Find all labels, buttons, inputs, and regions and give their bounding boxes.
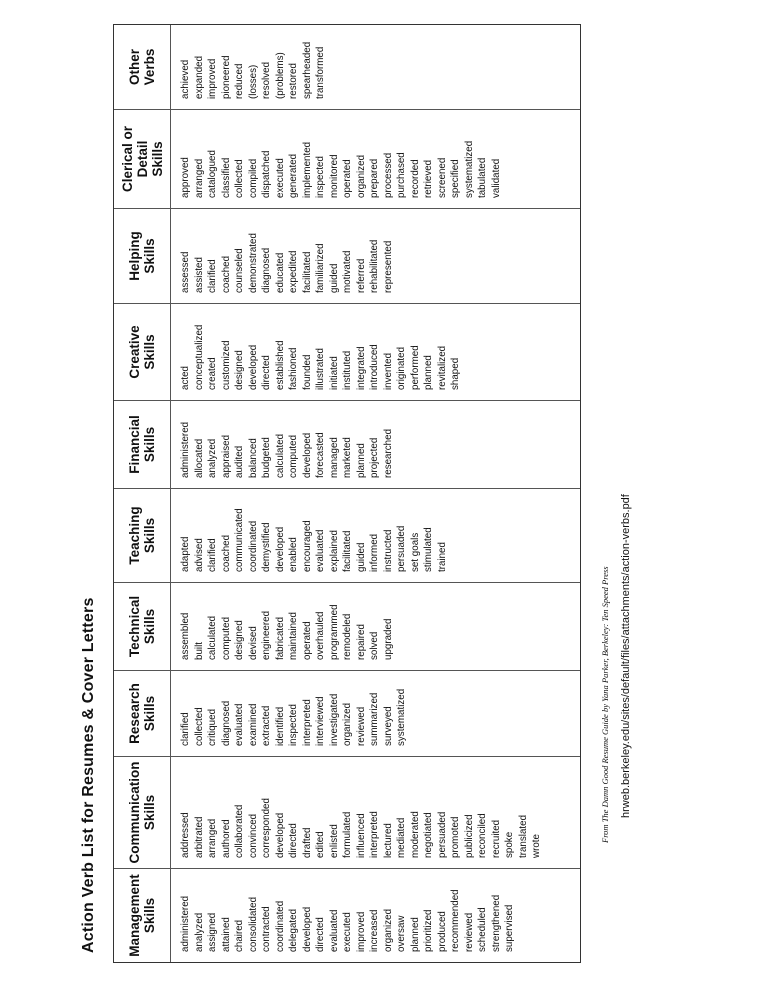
verb-item: edited	[315, 831, 326, 858]
verb-item: produced	[436, 911, 448, 952]
verb-item: computed	[288, 434, 299, 478]
verb-item: facilitated	[342, 530, 353, 572]
verb-item: trained	[436, 542, 448, 572]
verb-item: revitalized	[436, 345, 448, 390]
verb-item: repaired	[355, 624, 367, 660]
verb-item: developed	[301, 432, 313, 478]
verb-item: evaluated	[234, 703, 245, 746]
verb-item: operated	[342, 159, 353, 198]
verb-item: built	[193, 642, 205, 660]
verb-item: inspected	[288, 704, 299, 746]
verb-item: interviewed	[315, 696, 326, 746]
verb-item: inspected	[315, 156, 326, 198]
verb-item: persuaded	[436, 811, 448, 858]
verb-item: collected	[234, 159, 245, 198]
verb-item: demystified	[261, 522, 272, 572]
verb-item: classified	[220, 157, 232, 198]
verb-item: overhauled	[315, 611, 326, 660]
verb-item: established	[274, 340, 286, 390]
verb-item: implemented	[301, 141, 313, 198]
column-communication	[114, 756, 580, 868]
verb-item: systematized	[463, 140, 475, 198]
verb-list	[179, 583, 395, 660]
verb-item: spoke	[504, 831, 515, 858]
verb-item: extracted	[261, 705, 272, 746]
verb-item: clarified	[207, 538, 218, 572]
column-creative	[114, 303, 580, 400]
verb-item: rehabilitated	[369, 239, 380, 293]
verb-item: communicated	[234, 508, 245, 572]
verb-item: forecasted	[315, 432, 326, 478]
verb-item: informed	[369, 533, 380, 572]
verb-item: attained	[220, 917, 232, 952]
verb-item: encouraged	[301, 520, 313, 572]
verb-item: introduced	[369, 344, 380, 390]
verb-item: examined	[247, 703, 259, 746]
column-header: Clerical or Detail Skills	[114, 110, 171, 208]
verb-item: identified	[274, 706, 286, 746]
verb-item: marketed	[342, 437, 353, 478]
verb-item: directed	[288, 823, 299, 858]
verb-item: scheduled	[477, 907, 488, 952]
column-technical	[114, 582, 580, 670]
column-clerical	[114, 109, 580, 208]
verb-item: designed	[234, 350, 245, 390]
column-other	[114, 25, 580, 109]
verb-item: customized	[220, 340, 232, 390]
verb-item: researched	[382, 428, 394, 478]
verb-list	[179, 757, 544, 858]
verb-item: planned	[409, 917, 421, 952]
verb-item: executed	[274, 158, 286, 198]
verb-item: reduced	[234, 63, 245, 99]
verb-item: directed	[261, 355, 272, 390]
verb-item: appraised	[220, 434, 232, 478]
verb-item: instructed	[382, 529, 394, 572]
verb-item: maintained	[288, 612, 299, 660]
column-header: Communication Skills	[114, 757, 171, 868]
verb-item: counseled	[234, 248, 245, 293]
verb-item: recruited	[490, 819, 502, 858]
verb-item: illustrated	[315, 348, 326, 390]
verb-item: advised	[193, 538, 205, 572]
verb-item: set goals	[409, 532, 421, 572]
verb-item: (problems)	[274, 52, 286, 99]
verb-item: collaborated	[234, 804, 245, 858]
verb-item: clarified	[207, 259, 218, 293]
verb-item: publicized	[463, 814, 475, 858]
verb-item: engineered	[261, 610, 272, 660]
verb-item: shaped	[450, 357, 461, 390]
verb-list	[179, 489, 449, 572]
verb-item: investigated	[328, 693, 340, 746]
verb-item: authored	[220, 819, 232, 858]
verb-item: audited	[234, 445, 245, 478]
verb-list	[179, 110, 503, 198]
verb-item: adapted	[180, 536, 191, 572]
verb-item: clarified	[180, 712, 191, 746]
verb-item: organized	[342, 702, 353, 746]
verb-item: originated	[396, 346, 407, 390]
verb-item: persuaded	[396, 525, 407, 572]
verb-item: developed	[247, 344, 259, 390]
verb-item: summarized	[369, 692, 380, 746]
verb-item: fabricated	[274, 616, 286, 660]
verb-item: represented	[382, 240, 394, 293]
verb-item: screened	[436, 157, 448, 198]
verb-item: reconciled	[477, 813, 488, 858]
column-research	[114, 670, 580, 756]
verb-item: chaired	[234, 919, 245, 952]
verb-item: corresponded	[261, 798, 272, 858]
verb-item: performed	[409, 345, 421, 390]
verb-item: prioritized	[423, 909, 434, 952]
verb-list	[179, 671, 409, 746]
source-url: hrweb.berkeley.edu/sites/default/files/attachments/action-verbs.pdf	[620, 494, 632, 818]
verb-list	[179, 304, 463, 390]
column-header: Helping Skills	[114, 209, 171, 303]
verb-item: validated	[490, 158, 502, 198]
column-teaching	[114, 488, 580, 582]
verb-item: spearheaded	[301, 41, 313, 99]
column-header: Research Skills	[114, 671, 171, 756]
verb-item: assisted	[193, 257, 205, 293]
verb-item: systematized	[396, 688, 407, 746]
verb-item: analyzed	[193, 912, 205, 952]
verb-item: wrote	[531, 834, 542, 858]
column-header: Teaching Skills	[114, 489, 171, 582]
verb-item: arranged	[207, 818, 218, 858]
verb-item: assigned	[207, 912, 218, 952]
column-helping	[114, 208, 580, 303]
verb-item: interpreted	[369, 811, 380, 858]
verb-item: initiated	[328, 356, 340, 390]
verb-item: improved	[355, 911, 367, 952]
verb-item: resolved	[261, 61, 272, 99]
verb-item: facilitated	[301, 251, 313, 293]
verb-item: stimulated	[423, 527, 434, 572]
column-header: Management Skills	[114, 869, 171, 962]
verb-item: formulated	[342, 811, 353, 858]
verb-item: executed	[342, 912, 353, 952]
verb-item: acted	[180, 366, 191, 390]
verb-item: interpreted	[301, 699, 313, 746]
verb-item: balanced	[247, 438, 259, 478]
verb-item: familiarized	[315, 243, 326, 293]
verb-item: planned	[355, 443, 367, 478]
verb-item: prepared	[369, 158, 380, 198]
verb-item: evaluated	[315, 529, 326, 572]
verb-item: planned	[423, 355, 434, 390]
verb-item: coordinated	[247, 520, 259, 572]
verb-item: instituted	[342, 350, 353, 390]
verb-list	[179, 25, 328, 99]
verb-item: evaluated	[328, 909, 340, 952]
verb-item: dispatched	[261, 150, 272, 198]
verb-list	[179, 209, 395, 293]
verb-item: recommended	[450, 889, 461, 952]
verb-item: catalogued	[207, 150, 218, 198]
verb-item: assembled	[180, 612, 191, 660]
verb-item: explained	[328, 530, 340, 572]
column-header: Technical Skills	[114, 583, 171, 670]
verb-item: demonstrated	[247, 233, 259, 293]
source-citation: From The Damn Good Resume Guide by Yana Parker, Berkeley: Ten Speed Press	[600, 566, 610, 843]
verb-item: directed	[315, 917, 326, 952]
verb-item: supervised	[504, 904, 515, 952]
verb-item: developed	[274, 526, 286, 572]
verb-item: surveyed	[382, 706, 394, 746]
verb-item: conceptualized	[193, 324, 205, 390]
verb-item: designed	[234, 620, 245, 660]
verb-item: influenced	[355, 813, 367, 858]
verb-item: organized	[382, 908, 394, 952]
page-title: Action Verb List for Resumes & Cover Letters	[80, 597, 97, 953]
verb-item: addressed	[180, 812, 191, 858]
verb-item: reviewed	[355, 706, 367, 746]
verb-item: administered	[180, 895, 191, 952]
verb-item: translated	[517, 814, 529, 858]
verb-item: motivated	[342, 250, 353, 293]
column-financial	[114, 400, 580, 488]
verb-item: (losses)	[247, 64, 259, 99]
verb-item: approved	[180, 157, 191, 198]
verb-item: mediated	[396, 817, 407, 858]
column-header: Financial Skills	[114, 401, 171, 488]
verb-table	[113, 24, 581, 963]
verb-item: achieved	[180, 59, 191, 99]
verb-item: generated	[288, 153, 299, 198]
verb-item: founded	[301, 354, 313, 390]
verb-item: drafted	[301, 827, 313, 858]
column-header: Creative Skills	[114, 304, 171, 400]
verb-item: consolidated	[247, 896, 259, 952]
verb-item: negotiated	[423, 812, 434, 858]
verb-item: oversaw	[396, 915, 407, 952]
verb-item: restored	[288, 63, 299, 99]
verb-item: organized	[355, 154, 367, 198]
verb-item: processed	[382, 152, 394, 198]
verb-item: delegated	[288, 908, 299, 952]
verb-item: pioneered	[220, 55, 232, 99]
verb-item: analyzed	[207, 438, 218, 478]
verb-item: promoted	[450, 816, 461, 858]
verb-item: coordinated	[274, 900, 286, 952]
verb-item: developed	[274, 812, 286, 858]
column-header: Other Verbs	[114, 25, 171, 109]
verb-item: arranged	[193, 158, 205, 198]
verb-item: budgeted	[261, 437, 272, 478]
verb-item: devised	[247, 626, 259, 660]
verb-item: computed	[220, 616, 232, 660]
column-management	[114, 868, 580, 962]
verb-item: moderated	[409, 811, 421, 858]
verb-item: tabulated	[477, 157, 488, 198]
verb-item: arbitrated	[193, 816, 205, 858]
verb-item: monitored	[328, 154, 340, 198]
verb-item: assessed	[180, 251, 191, 293]
verb-item: coached	[220, 255, 232, 293]
verb-item: referred	[355, 258, 367, 293]
verb-item: developed	[301, 906, 313, 952]
verb-item: recorded	[409, 159, 421, 198]
verb-item: guided	[355, 542, 367, 572]
verb-item: increased	[369, 909, 380, 952]
verb-item: calculated	[207, 615, 218, 660]
verb-item: created	[207, 357, 218, 390]
verb-item: administered	[180, 421, 191, 478]
verb-item: calculated	[274, 433, 286, 478]
verb-item: upgraded	[382, 618, 394, 660]
verb-item: diagnosed	[261, 247, 272, 293]
verb-item: purchased	[396, 152, 407, 198]
verb-item: enlisted	[328, 824, 340, 858]
verb-item: coached	[220, 534, 232, 572]
verb-item: operated	[301, 621, 313, 660]
verb-item: expanded	[193, 55, 205, 99]
verb-item: remodeled	[342, 613, 353, 660]
verb-item: convinced	[247, 813, 259, 858]
verb-item: managed	[328, 437, 340, 478]
verb-item: projected	[369, 437, 380, 478]
verb-item: collected	[193, 707, 205, 746]
verb-item: enabled	[288, 537, 299, 572]
verb-item: critiqued	[207, 708, 218, 746]
verb-item: guided	[328, 263, 340, 293]
verb-item: lectured	[382, 823, 394, 858]
verb-item: fashioned	[288, 347, 299, 390]
verb-list	[179, 869, 517, 952]
verb-list	[179, 401, 395, 478]
verb-item: improved	[207, 58, 218, 99]
verb-item: integrated	[355, 346, 367, 390]
verb-item: retrieved	[423, 159, 434, 198]
verb-item: educated	[274, 252, 286, 293]
verb-item: strengthened	[490, 894, 502, 952]
verb-item: compiled	[247, 158, 259, 198]
verb-item: programmed	[328, 604, 340, 660]
verb-item: diagnosed	[220, 700, 232, 746]
verb-item: solved	[369, 631, 380, 660]
verb-item: expedited	[288, 250, 299, 293]
verb-item: contracted	[261, 906, 272, 952]
verb-item: reviewed	[463, 912, 475, 952]
verb-item: transformed	[315, 46, 326, 99]
verb-item: invented	[382, 352, 394, 390]
verb-item: specified	[450, 159, 461, 198]
verb-item: allocated	[193, 438, 205, 478]
